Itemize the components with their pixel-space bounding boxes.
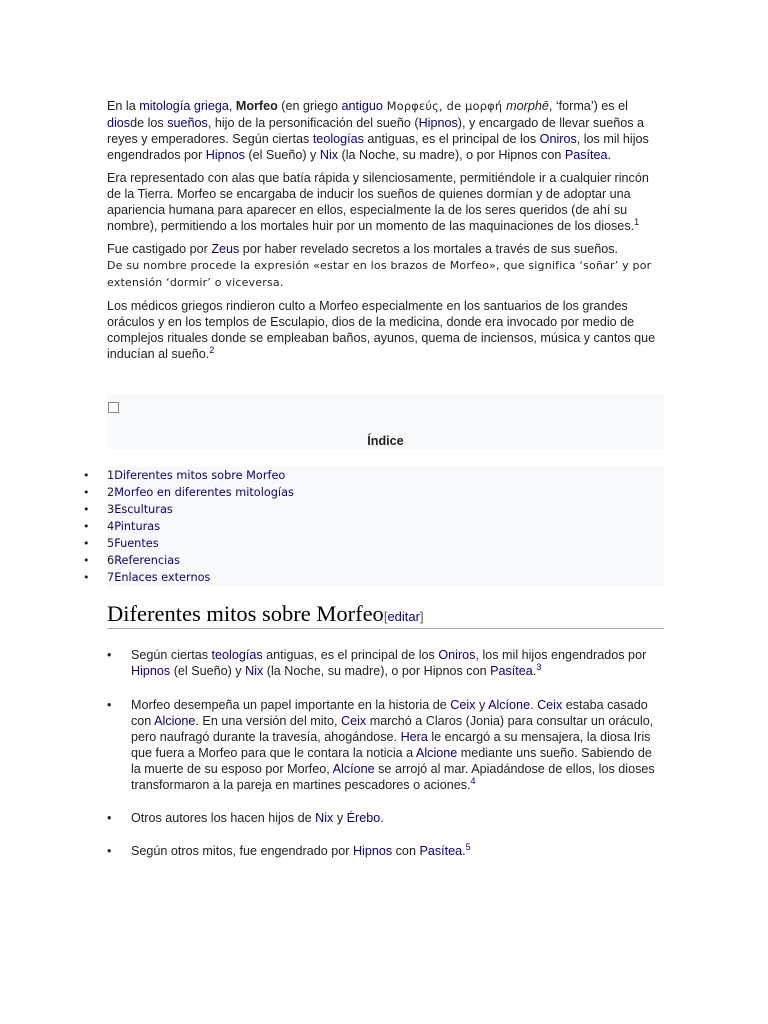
text: estaba casado con [131, 698, 648, 728]
list-item [107, 843, 664, 859]
bullet: • [83, 554, 90, 567]
greek-text: Μορφεύς, de μορφή [382, 100, 507, 113]
reference-2[interactable]: 2 [209, 345, 215, 355]
bullet: • [83, 486, 90, 499]
link-nix[interactable]: Nix [315, 811, 334, 825]
toc-title: Índice [367, 434, 404, 448]
link-pasitea[interactable]: Pasítea [564, 148, 608, 162]
text: y [333, 811, 347, 825]
text: marchó a Claros (Jonia) para consultar un oráculo, pero naufragó durante la travesía, ahogándose. [131, 714, 654, 744]
text: antiguas, es el principal de los [363, 132, 540, 146]
toc-item[interactable] [0, 467, 768, 484]
link-zeus[interactable]: Zeus [211, 242, 240, 256]
text: , los mil hijos engendrados por [475, 648, 647, 662]
link-oniros[interactable]: Oniros [539, 132, 577, 146]
text: ), y encargado de llevar sueños a reyes y emperadores. Según ciertas [107, 116, 645, 146]
text: y [475, 698, 489, 712]
link-pasitea[interactable]: Pasítea [419, 844, 463, 858]
reference-1[interactable]: 1 [634, 217, 640, 227]
myths-list [107, 647, 664, 859]
toc-list [0, 467, 768, 586]
bullet: • [83, 503, 90, 516]
transliteration: morphē [506, 99, 549, 113]
reference-3[interactable]: 3 [536, 662, 542, 672]
article-subject: Morfeo [235, 99, 278, 113]
text: mediante uns sueño. Sabiendo de la muerte de su esposo por Morfeo, [131, 746, 652, 776]
toc-item[interactable] [0, 569, 768, 586]
toc-link[interactable]: Esculturas [114, 503, 173, 516]
link-alcione[interactable]: Alcíone [488, 698, 531, 712]
list-item [107, 697, 664, 793]
text: con [392, 844, 420, 858]
link-nix[interactable]: Nix [319, 148, 339, 162]
link-hipnos[interactable]: Hipnos [418, 116, 458, 130]
reference-5[interactable]: 5 [465, 842, 471, 852]
link-ceix[interactable]: Ceix [341, 714, 367, 728]
text: (la Noche, su madre), o por Hipnos con [338, 148, 565, 162]
toc-item[interactable] [0, 518, 768, 535]
toc-number: 4 [107, 520, 115, 533]
article-intro [107, 98, 664, 362]
link-teologias[interactable]: teologías [211, 648, 263, 662]
toc-number: 3 [107, 503, 115, 516]
toc-number: 6 [107, 554, 115, 567]
toc-link[interactable]: Morfeo en diferentes mitologías [114, 486, 294, 499]
toc-number: 1 [107, 469, 115, 482]
link-hipnos[interactable]: Hipnos [205, 148, 245, 162]
link-antiguo[interactable]: antiguo [341, 99, 383, 113]
text: Era representado con alas que batía rápida y silenciosamente, permitiéndole ir a cualquier rincón de la Tierra. Morfeo se encargaba de inducir los sueños de quienes dormían y de adoptar una apariencia humana para aparecer en ellos, especialmente la de los seres queridos (de ahí su nombre), permitiendo a los mortales huir por un momento de las maquinaciones de los dioses. [107, 171, 649, 233]
text: , los mil hijos engendrados por [107, 132, 649, 162]
text: Morfeo desempeña un papel importante en la historia de [131, 698, 451, 712]
text: , hijo de la personificación del sueño ( [207, 116, 419, 130]
expression-text: De su nombre procede la expresión «estar en los brazos de Morfeo», que significa ‘soñar’ y por extensión ‘dormir’ o viceversa. [107, 259, 652, 289]
link-hipnos[interactable]: Hipnos [131, 664, 171, 678]
bullet: • [83, 537, 90, 550]
section-title: Diferentes mitos sobre Morfeo [107, 601, 384, 626]
bullet: • [107, 811, 112, 825]
text: . [530, 698, 538, 712]
intro-paragraph-2 [107, 170, 664, 234]
toc-link[interactable]: Pinturas [114, 520, 161, 533]
text: En la [107, 99, 140, 113]
text: (el Sueño) y [244, 148, 320, 162]
edit-link[interactable]: editar [387, 609, 420, 624]
link-suenos[interactable]: sueños [167, 116, 208, 130]
toc-item[interactable] [0, 484, 768, 501]
section-heading [107, 600, 664, 629]
toc-number: 2 [107, 486, 115, 499]
toc-link[interactable]: Enlaces externos [114, 571, 211, 584]
toc-item[interactable] [0, 501, 768, 518]
text: (la Noche, su madre), o por Hipnos con [263, 664, 491, 678]
link-mitologia-griega[interactable]: mitología griega [139, 99, 229, 113]
link-teologias[interactable]: teologías [312, 132, 364, 146]
text: . [532, 664, 537, 678]
text: , [228, 99, 236, 113]
list-item [107, 647, 664, 679]
bullet: • [107, 844, 112, 858]
text: Otros autores los hacen hijos de [131, 811, 316, 825]
text: de los [130, 116, 168, 130]
text: . En una versión del mito, [195, 714, 342, 728]
link-alcione[interactable]: Alcione [415, 746, 458, 760]
list-item [107, 810, 664, 826]
bullet: • [83, 520, 90, 533]
text: (el Sueño) y [170, 664, 246, 678]
text: Según otros mitos, fue engendrado por [131, 844, 353, 858]
link-hipnos[interactable]: Hipnos [352, 844, 393, 858]
link-nix[interactable]: Nix [245, 664, 264, 678]
intro-paragraph-3 [107, 241, 664, 291]
toc-item[interactable] [0, 535, 768, 552]
toc-link[interactable]: Fuentes [114, 537, 159, 550]
link-ceix[interactable]: Ceix [450, 698, 476, 712]
text: . [607, 148, 612, 162]
intro-paragraph-1 [107, 98, 664, 163]
toc-link[interactable]: Referencias [114, 554, 181, 567]
link-pasitea[interactable]: Pasítea [490, 664, 533, 678]
text: se arrojó al mar. Apiadándose de ellos, los dioses transformaron a la pareja en martines pescadores o aciones. [131, 762, 655, 792]
link-alcione[interactable]: Alcione [154, 714, 196, 728]
link-dios[interactable]: dios [107, 116, 131, 130]
link-erebo[interactable]: Érebo [346, 811, 381, 825]
text: por haber revelado secretos a los mortales a través de sus sueños. [239, 242, 619, 256]
link-oniros[interactable]: Oniros [438, 648, 476, 662]
bullet: • [83, 469, 90, 482]
text: , ‘forma’) es el [548, 99, 628, 113]
link-hera[interactable]: Hera [400, 730, 428, 744]
toc-item[interactable] [0, 552, 768, 569]
text: Los médicos griegos rindieron culto a Morfeo especialmente en los santuarios de los grandes oráculos y en los templos de Esculapio, dios de la medicina, donde era invocado por medio de complejos rituales donde se empleaban baños, ayunos, quema de inciensos, música y cantos que inducían al sueño. [107, 299, 656, 361]
text: (en griego [277, 99, 342, 113]
toc-toggle-checkbox[interactable] [108, 402, 119, 413]
intro-paragraph-4 [107, 298, 664, 362]
text: antiguas, es el principal de los [262, 648, 439, 662]
link-alcione[interactable]: Alcíone [332, 762, 375, 776]
reference-4[interactable]: 4 [470, 776, 476, 786]
toc-number: 5 [107, 537, 115, 550]
toc-link[interactable]: Diferentes mitos sobre Morfeo [114, 469, 286, 482]
bullet: • [107, 648, 112, 662]
bracket: ] [419, 609, 424, 624]
bracket: [ [383, 609, 388, 624]
text: Fue castigado por [107, 242, 212, 256]
text: . [380, 811, 384, 825]
text: Según ciertas [131, 648, 212, 662]
toc-number: 7 [107, 571, 115, 584]
bullet: • [107, 698, 112, 712]
text: le encargó a su mensajera, la diosa Iris que fuera a Morfeo para que le contara la noticia a [131, 730, 651, 760]
text: . [462, 844, 466, 858]
bullet: • [83, 571, 90, 584]
edit-section [384, 609, 424, 624]
link-ceix[interactable]: Ceix [537, 698, 563, 712]
